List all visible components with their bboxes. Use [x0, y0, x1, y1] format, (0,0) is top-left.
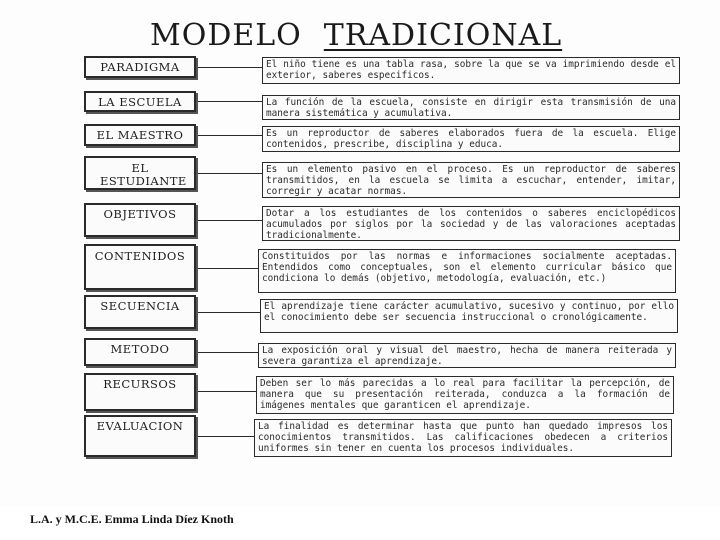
desc-objetivos: Dotar a los estudiantes de los contenidos o saberes enciclopédicos acumulados por siglos por la sociedad y de las valoraciones aceptadas tradicionalmente.: [262, 206, 680, 241]
desc-la-escuela: La función de la escuela, consiste en dirigir esta transmisión de una manera sistemática y acumulativa.: [262, 95, 680, 120]
label-contenidos: CONTENIDOS: [84, 244, 196, 290]
connector-line: [198, 352, 258, 353]
connector-line: [198, 67, 262, 68]
desc-el-maestro: Es un reproductor de saberes elaborados fuera de la escuela. Elige contenidos, prescribe, disciplina y educa.: [262, 126, 680, 152]
label-metodo: METODO: [84, 338, 196, 366]
label-evaluacion: EVALUACION: [84, 415, 196, 457]
connector-line: [198, 173, 262, 174]
desc-recursos: Deben ser lo más parecidas a lo real para facilitar la percepción, de manera que su presentación reiterada, conduzca a la formación de imágenes mentales que garanticen el aprendizaje.: [256, 376, 674, 414]
footer-author: L.A. y M.C.E. Emma Linda Díez Knoth: [30, 512, 234, 526]
desc-secuencia: El aprendizaje tiene carácter acumulativo, sucesivo y continuo, por ello el conocimiento debe ser secuencia instruccional o cronológicamente.: [260, 299, 678, 333]
label-objetivos: OBJETIVOS: [84, 203, 196, 237]
connector-line: [198, 436, 254, 437]
title-word-modelo: MODELO: [150, 18, 302, 53]
label-el-maestro: EL MAESTRO: [84, 124, 196, 146]
label-secuencia: SECUENCIA: [84, 295, 196, 329]
connector-line: [198, 391, 256, 392]
desc-el-estudiante: Es un elemento pasivo en el proceso. Es un reproductor de saberes transmitidos, en la escuela se limita a escuchar, entender, imitar, corregir y acatar normas.: [262, 162, 680, 198]
desc-paradigma: El niño tiene es una tabla rasa, sobre la que se va imprimiendo desde el exterior, saberes especificos.: [262, 57, 680, 84]
desc-contenidos: Constituidos por las normas e informaciones socialmente aceptadas. Entendidos como conceptuales, son el elemento curricular básico que condiciona lo demás (objetivo, metodología, evaluación, etc.): [258, 249, 676, 293]
connector-line: [198, 135, 262, 136]
desc-metodo: La exposición oral y visual del maestro, hecha de manera reiterada y severa garantiza el aprendizaje.: [258, 343, 676, 368]
label-recursos: RECURSOS: [84, 373, 196, 411]
label-el-estudiante: EL ESTUDIANTE: [84, 156, 196, 190]
label-paradigma: PARADIGMA: [84, 56, 196, 78]
connector-line: [198, 101, 262, 102]
connector-line: [198, 312, 260, 313]
connector-line: [198, 268, 258, 269]
page-title: [150, 18, 630, 53]
title-word-tradicional: TRADICIONAL: [323, 18, 563, 53]
connector-line: [198, 220, 262, 221]
desc-evaluacion: La finalidad es determinar hasta que punto han quedado impresos los conocimientos transmitidos. Las calificaciones obedecen a criterios uniformes sin tener en cuenta los procesos individuales.: [254, 419, 672, 457]
label-la-escuela: LA ESCUELA: [84, 91, 196, 112]
